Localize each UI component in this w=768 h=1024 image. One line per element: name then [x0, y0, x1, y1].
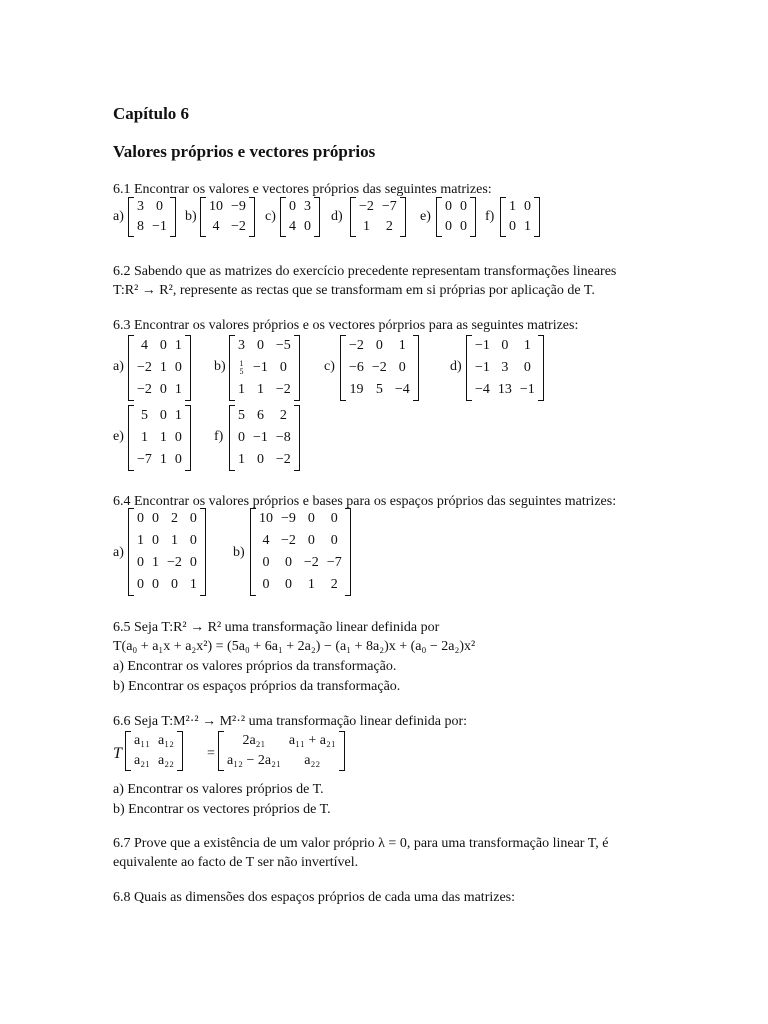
matrix-cell: −6 — [349, 360, 364, 375]
exercise-6-3-matrix-0 — [128, 335, 191, 401]
exercise-6-4-label-0: a) — [113, 545, 124, 560]
matrix-cell: −2 — [371, 360, 387, 375]
matrix-cell: 1 — [159, 430, 167, 445]
matrix-cell: 2 — [385, 219, 393, 234]
matrix-cell: 5 — [375, 382, 383, 397]
exercise-6-5-line2: T(a₀ + a₁x + a₂x²) = (5a₀ + 6a₁ + 2a₂) − (a₁ + 8a₂)x + (a₀ − 2a₂)x² — [113, 639, 476, 654]
exercise-6-3-label-1: b) — [214, 359, 226, 374]
exercise-6-1-label-0: a) — [113, 209, 124, 224]
matrix-cell: −8 — [275, 430, 291, 445]
matrix-cell: 1 — [523, 338, 531, 353]
matrix-cell: 10 — [259, 511, 273, 526]
exercise-6-6-equals: = — [207, 746, 215, 761]
matrix-cell: 1 — [174, 408, 182, 423]
matrix-cell: 0 — [189, 555, 197, 570]
exercise-6-1-label-2: c) — [265, 209, 276, 224]
matrix-cell: 1 — [238, 382, 245, 397]
matrix-cell: a₂₁ — [134, 753, 150, 768]
matrix-cell: 0 — [159, 338, 167, 353]
matrix-cell: −7 — [381, 199, 397, 214]
matrix-cell: 0 — [159, 382, 167, 397]
exercise-6-3-label-0: a) — [113, 359, 124, 374]
matrix-cell: −9 — [281, 511, 296, 526]
matrix-cell: 0 — [189, 533, 197, 548]
matrix-cell: −4 — [475, 382, 490, 397]
matrix-cell: 0 — [189, 511, 197, 526]
matrix-cell: −7 — [137, 452, 152, 467]
matrix-cell: −4 — [394, 382, 410, 397]
exercise-6-1-matrix-4 — [436, 197, 476, 237]
matrix-cell: 0 — [445, 219, 452, 234]
matrix-cell: 0 — [307, 533, 315, 548]
matrix-cell: 0 — [460, 199, 467, 214]
exercise-6-3-matrix-3 — [466, 335, 544, 401]
exercise-6-1-label-1: b) — [185, 209, 197, 224]
matrix-cell: 0 — [155, 199, 163, 214]
matrix-cell: 0 — [137, 577, 144, 592]
matrix-cell: −1 — [519, 382, 535, 397]
exercise-6-8-line1: 6.8 Quais as dimensões dos espaços próprios de cada uma das matrizes: — [113, 890, 516, 905]
matrix-cell: 0 — [304, 219, 311, 234]
exercise-6-3-label-4: e) — [113, 429, 124, 444]
matrix-cell: 0 — [375, 338, 383, 353]
matrix-cell: 8 — [137, 219, 144, 234]
matrix-cell: 1 — [170, 533, 178, 548]
exercise-6-1-label-4: e) — [420, 209, 431, 224]
exercise-6-7-line1: 6.7 Prove que a existência de um valor próprio λ = 0, para uma transformação linear T, é — [113, 836, 609, 851]
matrix-cell: 1 — [152, 555, 159, 570]
matrix-cell: 1 — [307, 577, 315, 592]
matrix-cell: −5 — [275, 338, 291, 353]
exercise-6-6-rhs — [218, 731, 345, 771]
exercise-6-2-line1: 6.2 Sabendo que as matrizes do exercício precedente representam transformações lineares — [113, 264, 617, 279]
matrix-cell: 6 — [256, 408, 264, 423]
matrix-cell: −2 — [137, 382, 152, 397]
matrix-cell: 1 — [174, 382, 182, 397]
exercise-6-6-line4: b) Encontrar os vectores próprios de T. — [113, 802, 331, 817]
matrix-cell: 4 — [212, 219, 220, 234]
exercise-6-5-line4: b) Encontrar os espaços próprios da transformação. — [113, 679, 401, 694]
exercise-6-5-line3: a) Encontrar os valores próprios da transformação. — [113, 659, 397, 674]
matrix-cell: 1 5 — [239, 358, 244, 376]
matrix-cell: 0 — [152, 511, 159, 526]
matrix-cell: 4 — [289, 219, 296, 234]
matrix-cell: 3 — [501, 360, 509, 375]
exercise-6-3-text: 6.3 Encontrar os valores próprios e os vectores pórprios para as seguintes matrizes: — [113, 318, 579, 333]
matrix-cell: a₁₁ + a₂₁ — [288, 733, 336, 748]
matrix-cell: −2 — [281, 533, 296, 548]
matrix-cell: 1 — [189, 577, 197, 592]
chapter-title: Capítulo 6 — [113, 104, 190, 123]
matrix-cell: 1 — [174, 338, 182, 353]
exercise-6-1-label-5: f) — [485, 209, 495, 224]
exercise-6-1-matrix-3 — [350, 197, 406, 237]
matrix-cell: 0 — [137, 511, 144, 526]
matrix-cell: −2 — [231, 219, 246, 234]
matrix-cell: 19 — [349, 382, 364, 397]
matrix-cell: 0 — [262, 577, 270, 592]
matrix-cell: −1 — [253, 360, 268, 375]
matrix-cell: 0 — [174, 430, 182, 445]
matrix-cell: 0 — [170, 577, 178, 592]
matrix-cell: −2 — [359, 199, 374, 214]
matrix-cell: −1 — [253, 430, 268, 445]
exercise-6-3-matrix-1 — [229, 335, 300, 401]
matrix-cell: 0 — [256, 338, 264, 353]
matrix-cell: 0 — [284, 577, 292, 592]
matrix-cell: 0 — [330, 511, 338, 526]
exercise-6-6-line1: 6.6 Seja T:M²·² → M²·² uma transformação linear definida por: — [113, 714, 468, 729]
exercise-6-4-matrix-0 — [128, 508, 206, 596]
exercise-6-5-line1: 6.5 Seja T:R² → R² uma transformação linear definida por — [113, 620, 440, 635]
exercise-6-3-matrix-5 — [229, 405, 300, 471]
matrix-cell: 1 — [509, 199, 516, 214]
matrix-cell: 0 — [174, 452, 182, 467]
exercise-6-7-line2: equivalente ao facto de T ser não invertível. — [113, 855, 359, 870]
matrix-cell: 3 — [238, 338, 245, 353]
matrix-cell: −2 — [349, 338, 364, 353]
exercise-6-3-matrix-4 — [128, 405, 191, 471]
matrix-cell: 10 — [209, 199, 223, 214]
matrix-cell: 3 — [137, 199, 144, 214]
matrix-cell: 5 — [238, 408, 245, 423]
matrix-cell: 0 — [159, 408, 167, 423]
matrix-cell: 0 — [445, 199, 452, 214]
exercise-6-6-lhs — [125, 731, 183, 771]
matrix-cell: 1 — [256, 382, 264, 397]
matrix-cell: 0 — [509, 219, 516, 234]
exercise-6-6-line3: a) Encontrar os valores próprios de T. — [113, 782, 324, 797]
exercise-6-3-matrix-2 — [340, 335, 419, 401]
matrix-cell: 0 — [289, 199, 296, 214]
matrix-cell: 0 — [152, 533, 159, 548]
exercise-6-1-matrix-5 — [500, 197, 540, 237]
matrix-cell: −1 — [152, 219, 167, 234]
matrix-cell: 5 — [140, 408, 148, 423]
exercise-6-1-label-3: d) — [331, 209, 343, 224]
exercise-6-1-text: 6.1 Encontrar os valores e vectores próprios das seguintes matrizes: — [113, 182, 492, 197]
exercise-6-6-T: T — [113, 745, 122, 762]
matrix-cell: a₂₂ — [157, 753, 174, 768]
matrix-cell: 3 — [304, 199, 311, 214]
matrix-cell: −2 — [303, 555, 319, 570]
matrix-cell: a₂₂ — [304, 753, 321, 768]
matrix-cell: 2 — [279, 408, 287, 423]
matrix-cell: −2 — [275, 382, 291, 397]
matrix-cell: 1 — [524, 219, 531, 234]
matrix-cell: a₁₂ − 2a₂₁ — [227, 753, 281, 768]
matrix-cell: −9 — [231, 199, 246, 214]
matrix-cell: 0 — [524, 199, 531, 214]
matrix-cell: a₁₂ — [157, 733, 174, 748]
exercise-6-1-matrix-2 — [280, 197, 320, 237]
matrix-cell: 0 — [501, 338, 509, 353]
matrix-cell: a₁₁ — [134, 733, 150, 748]
exercise-6-3-label-2: c) — [324, 359, 335, 374]
matrix-cell: 0 — [262, 555, 270, 570]
matrix-cell: 1 — [137, 533, 144, 548]
matrix-cell: 1 — [159, 452, 167, 467]
matrix-cell: 4 — [262, 533, 270, 548]
matrix-cell: 0 — [523, 360, 531, 375]
matrix-cell: 0 — [256, 452, 264, 467]
exercise-6-4-label-1: b) — [233, 545, 245, 560]
matrix-cell: 0 — [238, 430, 245, 445]
matrix-cell: 0 — [460, 219, 467, 234]
matrix-cell: −1 — [475, 360, 490, 375]
matrix-cell: 4 — [140, 338, 148, 353]
matrix-cell: −2 — [167, 555, 182, 570]
matrix-cell: 0 — [284, 555, 292, 570]
matrix-cell: 0 — [330, 533, 338, 548]
matrix-cell: 2a₂₁ — [242, 733, 266, 748]
exercise-6-4-text: 6.4 Encontrar os valores próprios e bases para os espaços próprios das seguintes matrizes: — [113, 494, 617, 509]
matrix-cell: 1 — [362, 219, 370, 234]
matrix-cell: 2 — [330, 577, 338, 592]
matrix-cell: 1 — [238, 452, 245, 467]
matrix-cell: −7 — [326, 555, 342, 570]
matrix-cell: 2 — [170, 511, 178, 526]
matrix-cell: −1 — [475, 338, 490, 353]
matrix-cell: 1 — [398, 338, 406, 353]
section-title: Valores próprios e vectores próprios — [113, 142, 376, 161]
matrix-cell: 13 — [497, 382, 512, 397]
exercise-6-2-line2: T:R² → R², represente as rectas que se transformam em si próprias por aplicação de T. — [113, 283, 595, 298]
matrix-cell: 0 — [279, 360, 287, 375]
exercise-6-1-matrix-0 — [128, 197, 176, 237]
exercise-6-4-matrix-1 — [250, 508, 351, 596]
matrix-cell: 0 — [307, 511, 315, 526]
exercise-6-3-label-3: d) — [450, 359, 462, 374]
matrix-cell: 0 — [398, 360, 406, 375]
matrix-cell: 1 — [140, 430, 148, 445]
matrix-cell: −2 — [137, 360, 152, 375]
matrix-cell: 0 — [152, 577, 159, 592]
exercise-6-1-matrix-1 — [200, 197, 255, 237]
exercise-6-3-label-5: f) — [214, 429, 224, 444]
matrix-cell: −2 — [275, 452, 291, 467]
matrix-cell: 1 — [159, 360, 167, 375]
matrix-cell: 0 — [174, 360, 182, 375]
matrix-cell: 0 — [137, 555, 144, 570]
